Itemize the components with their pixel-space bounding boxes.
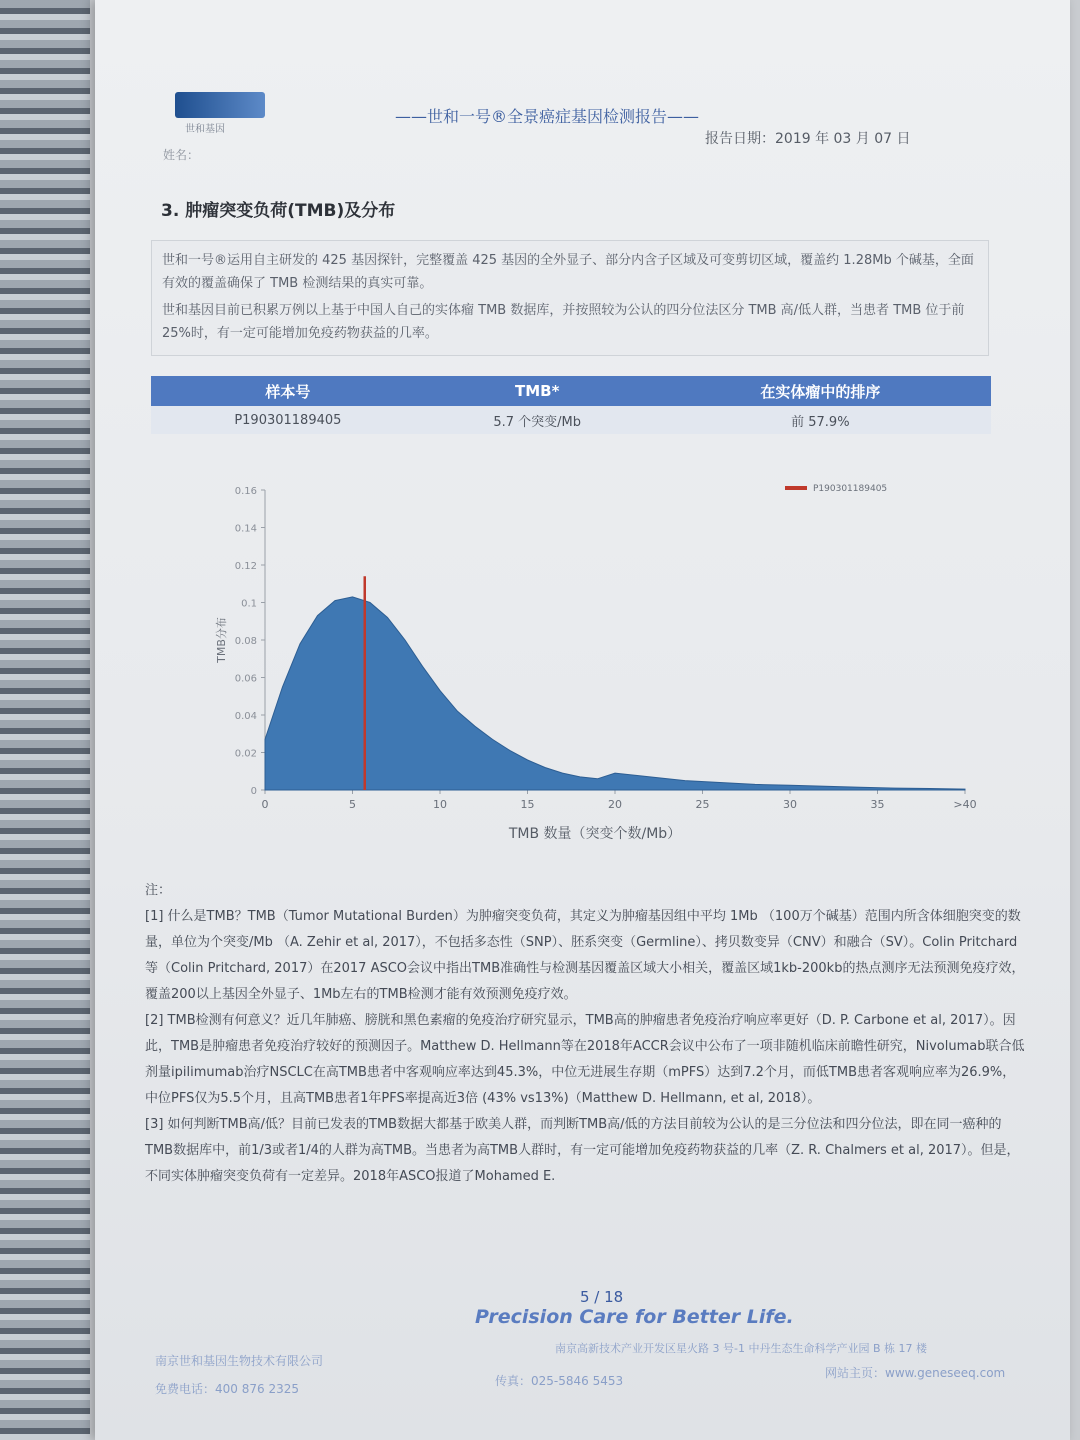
x-tick-label: 0: [261, 798, 269, 811]
logo-text: 世和基因: [185, 124, 225, 135]
legend-label: P190301189405: [813, 484, 888, 494]
intro-paragraph-1: 世和一号®运用自主研发的 425 基因探针，完整覆盖 425 基因的全外显子、部分内含子区域及可变剪切区域，覆盖约 1.28Mb 个碱基，全面有效的覆盖确保了 TMB 检测结果的真实可靠。: [162, 253, 974, 291]
patient-name-label: 姓名：: [163, 148, 200, 162]
tmb-distribution-chart: [205, 470, 1005, 850]
note-3: [3] 如何判断TMB高/低？目前已发表的TMB数据大都基于欧美人群，而判断TMB高/低的方法目前较为公认的是三分位法和四分位法，即在同一癌种的TMB数据库中，前1/3或者1/4的人群为高TMB。当患者为高TMB人群时，有一定可能增加免疫药物获益的几率（Z. R. Chalmers et al, 2017）。但是，不同实体肿瘤突变负荷有一定差异。2018年ASCO报道了Mohamed E.: [145, 1117, 1020, 1184]
tmb-result-table: [151, 376, 991, 434]
y-tick-label: 0.02: [234, 748, 257, 760]
distribution-area: [265, 597, 965, 790]
x-tick-label: >40: [953, 798, 977, 811]
section-title: 3. 肿瘤突变负荷(TMB)及分布: [161, 201, 396, 221]
x-tick-label: 15: [520, 798, 535, 811]
report-title: ——世和一号®全景癌症基因检测报告——: [395, 107, 700, 126]
x-tick-label: 20: [608, 798, 622, 811]
x-tick-label: 5: [349, 798, 356, 811]
y-tick-label: 0.12: [234, 561, 257, 572]
y-tick-label: 0.14: [234, 523, 257, 535]
x-tick-label: 35: [870, 798, 885, 811]
note-1: [1] 什么是TMB？TMB（Tumor Mutational Burden）为肿瘤突变负荷，其定义为肿瘤基因组中平均 1Mb （100万个碱基）范围内所含体细胞突变的数量，单位为个突变/Mb （A. Zehir et al, 2017），不包括多态性（SNP）、胚系突变（Germline）、拷贝数变异（CNV）和融合（SV）。Colin Pritchard等（Colin Pritchard, 2017）在2017 ASCO会议中指出TMB准确性与检测基因覆盖区域大小相关，覆盖区域1kb-200kb的热点测序无法预测免疫疗效，覆盖200以上基因全外显子、1Mb左右的TMB检测才能有效预测免疫疗效。: [145, 909, 1025, 1002]
notes-section: [145, 878, 1025, 1190]
table-header-sample: 样本号: [151, 376, 425, 406]
footer-website: 网站主页：www.geneseeq.com: [825, 1366, 1006, 1380]
y-tick-label: 0.08: [234, 636, 257, 647]
table-row: [151, 406, 991, 434]
x-axis-label: TMB 数量（突变个数/Mb）: [508, 826, 682, 842]
x-tick-label: 10: [433, 798, 447, 811]
y-tick-label: 0.06: [234, 673, 257, 685]
table-header-rank: 在实体瘤中的排序: [650, 376, 991, 406]
x-tick-label: 30: [783, 798, 797, 811]
legend-swatch: [785, 486, 807, 490]
y-tick-label: 0.04: [234, 711, 257, 722]
cell-rank: 前 57.9%: [650, 406, 991, 434]
footer-company: 南京世和基因生物技术有限公司: [155, 1354, 324, 1368]
cell-sample-id: P190301189405: [151, 406, 425, 434]
y-tick-label: 0: [250, 786, 257, 797]
slogan: Precision Care for Better Life.: [475, 1306, 794, 1328]
footer-phone: 免费电话：400 876 2325: [155, 1382, 299, 1396]
x-tick-label: 25: [695, 798, 710, 811]
footer-fax: 传真：025-5846 5453: [495, 1374, 624, 1388]
report-date: 报告日期：2019 年 03 月 07 日: [705, 131, 911, 147]
page-number: 5 / 18: [580, 1288, 624, 1306]
note-2: [2] TMB检测有何意义？近几年肺癌、膀胱和黑色素瘤的免疫治疗研究显示，TMB高的肿瘤患者免疫治疗响应率更好（D. P. Carbone et al, 2017）。因此，TMB是肿瘤患者免疫治疗较好的预测因子。Matthew D. Hellmann等在2018年ACCR会议中公布了一项非随机临床前瞻性研究，Nivolumab联合低剂量ipilimumab治疗NSCLC在高TMB患者中客观响应率达到45.3%，中位无进展生存期（mPFS）达到7.2个月，而低TMB患者客观响应率为26.9%，中位PFS仅为5.5个月，且高TMB患者1年PFS率提高近3倍 (43% vs13%)（Matthew D. Hellmann, et al, 2018）。: [145, 1013, 1025, 1106]
binding-spiral: [0, 0, 90, 1440]
intro-paragraph-2: 世和基因目前已积累万例以上基于中国人自己的实体瘤 TMB 数据库，并按照较为公认的四分位法区分 TMB 高/低人群，当患者 TMB 位于前 25%时，有一定可能增加免疫药物获益的几率。: [162, 303, 965, 341]
intro-box: [151, 240, 989, 356]
company-logo: [175, 92, 265, 118]
cell-tmb-value: 5.7 个突变/Mb: [425, 406, 650, 434]
report-page: [95, 0, 1070, 1440]
footer-address: 南京高新技术产业开发区星火路 3 号-1 中丹生态生命科学产业园 B 栋 17 楼: [555, 1342, 927, 1355]
y-tick-label: 0.1: [241, 598, 257, 610]
notes-label: 注：: [145, 883, 172, 898]
table-header-tmb: TMB*: [425, 376, 650, 406]
y-axis-label: TMB分布: [215, 617, 228, 663]
y-tick-label: 0.16: [234, 486, 257, 497]
